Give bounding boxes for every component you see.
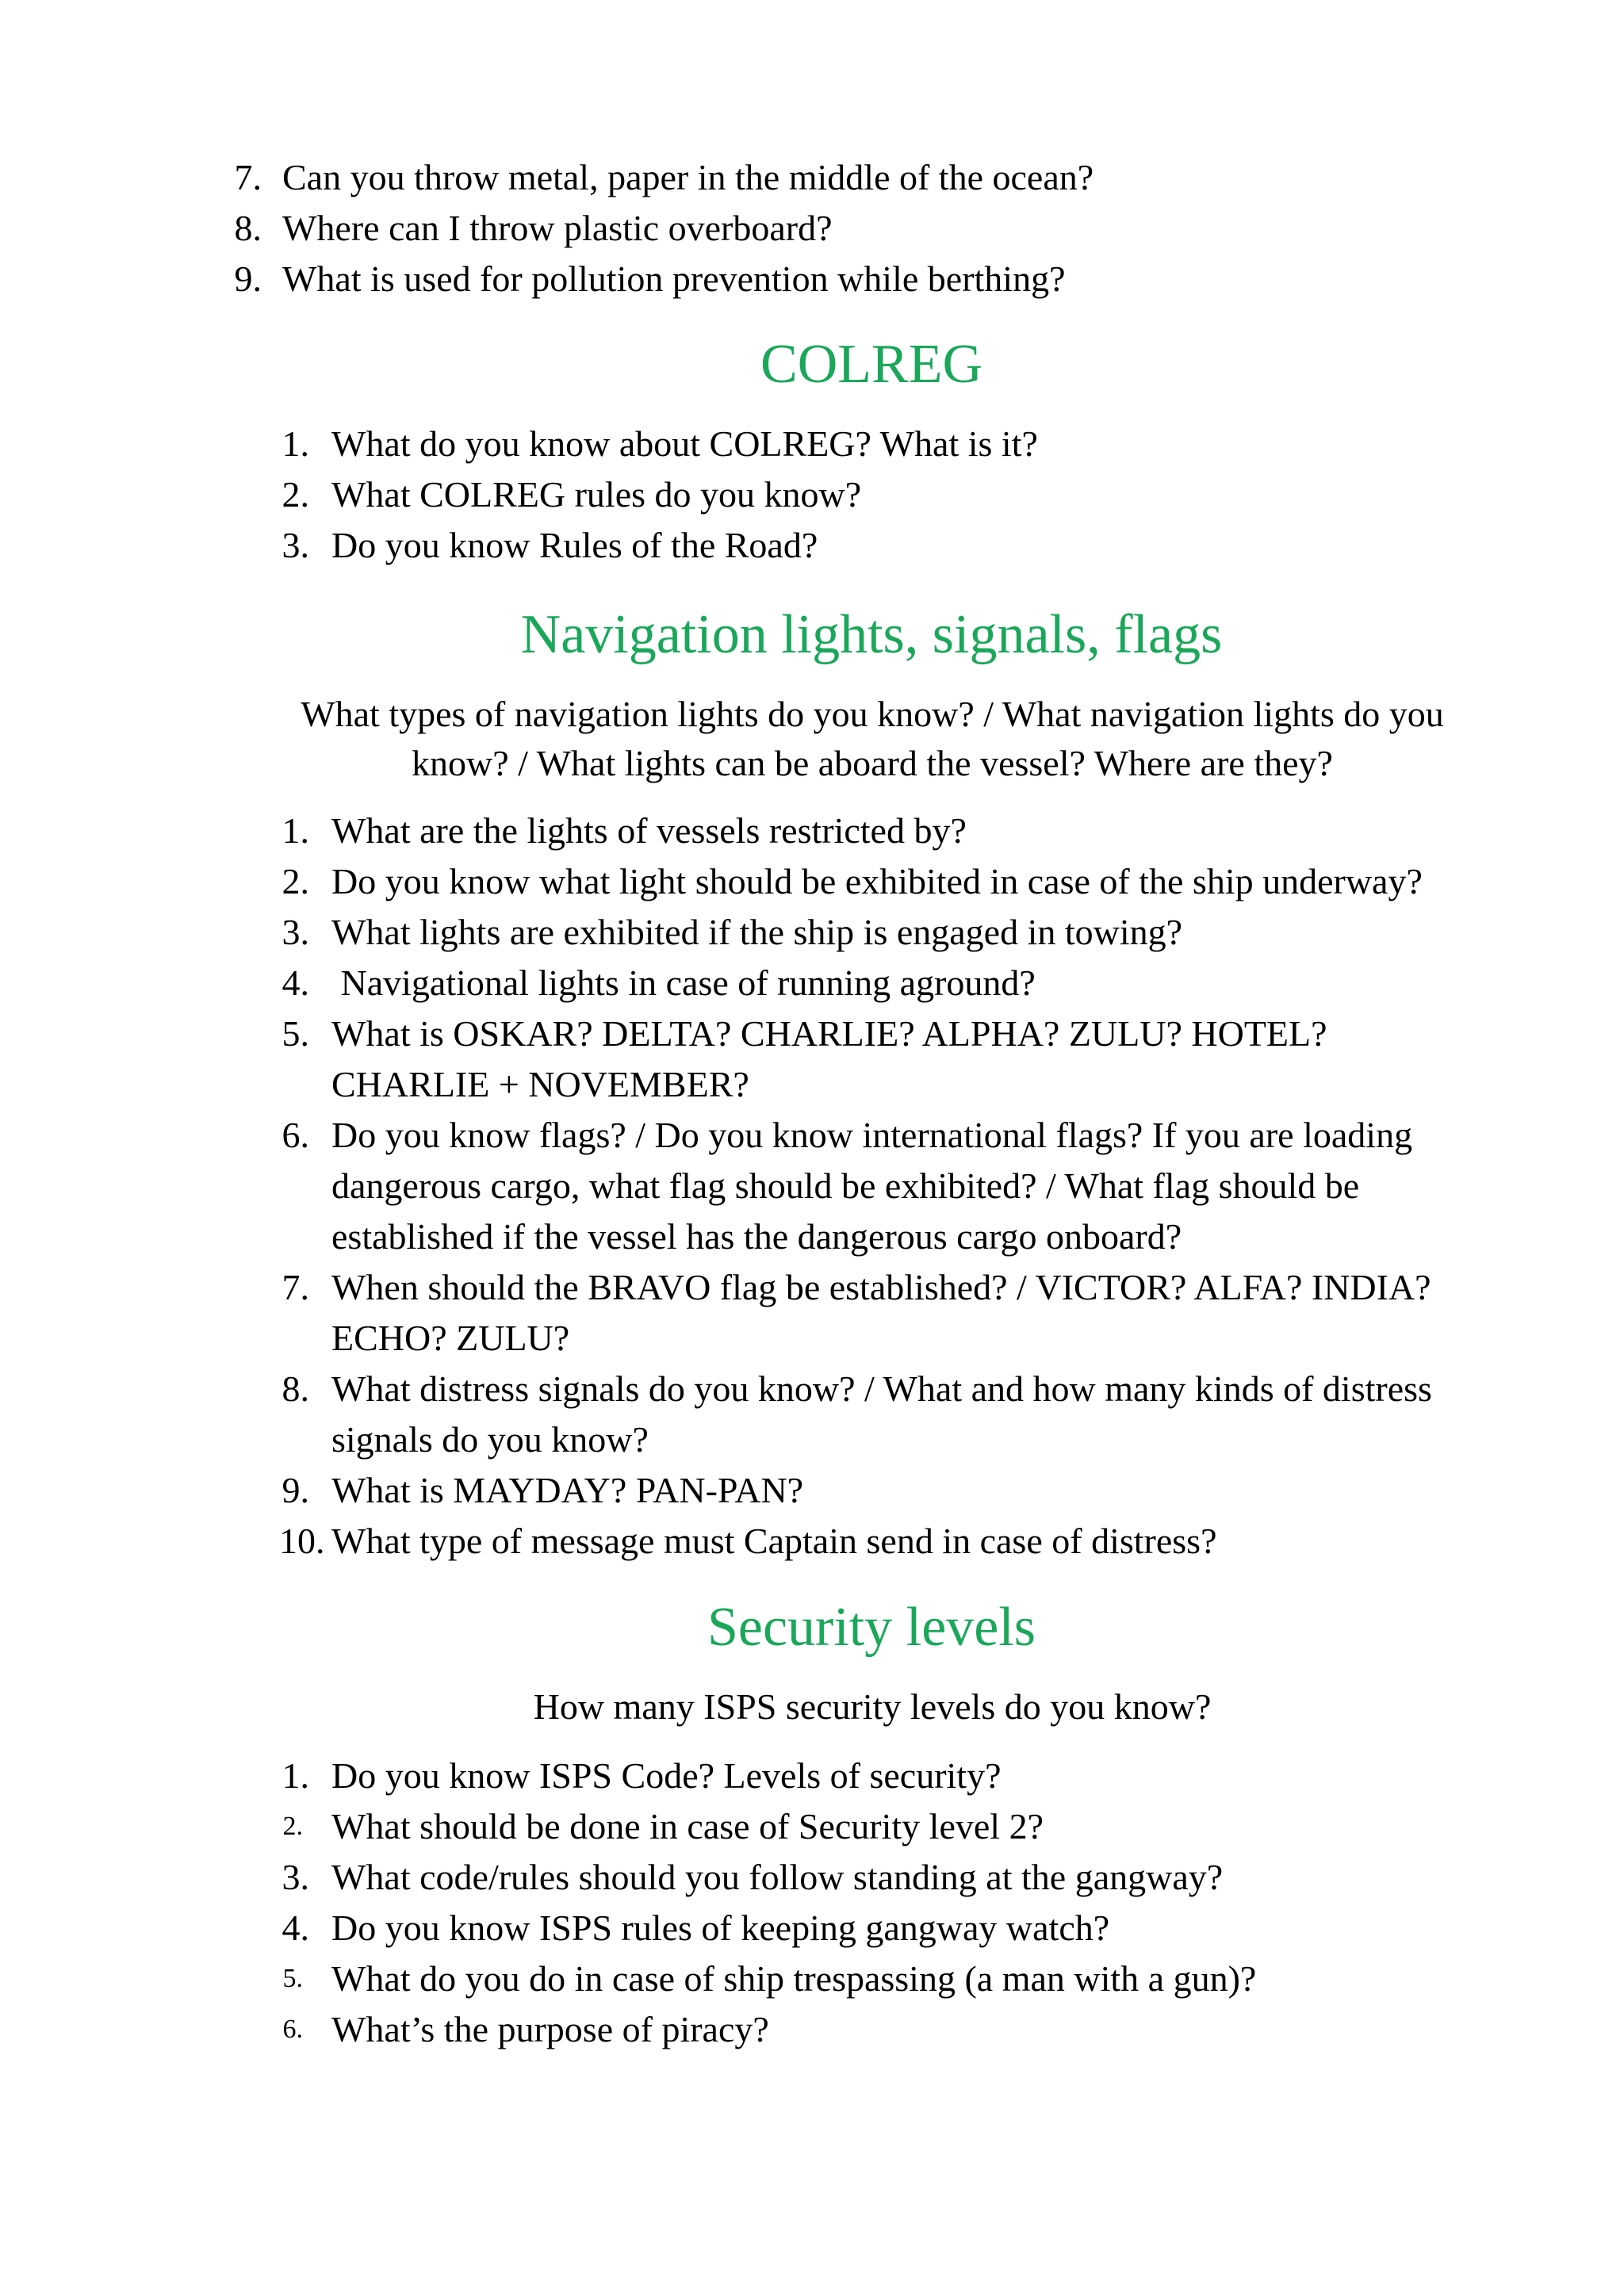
list-number: 1. <box>282 810 309 851</box>
list-number: 8. <box>234 208 262 248</box>
navigation-intro <box>238 690 1507 788</box>
list-number: 4. <box>282 962 309 1003</box>
list-number: 9. <box>282 1470 309 1510</box>
navigation-heading: Navigation lights, signals, flags <box>520 604 1223 665</box>
colreg-heading: COLREG <box>760 334 982 395</box>
list-text: What distress signals do you know? / What and how many kinds of distress <box>331 1368 1432 1409</box>
list-number: 5. <box>282 1013 309 1054</box>
list-number: 3. <box>282 525 309 565</box>
list-number: 7. <box>234 157 262 197</box>
list-text: What lights are exhibited if the ship is engaged in towing? <box>331 912 1183 952</box>
list-text: CHARLIE + NOVEMBER? <box>331 1064 749 1104</box>
navigation-intro-line: know? / What lights can be aboard the vessel? Where are they? <box>412 743 1333 783</box>
list-text: What’s the purpose of piracy? <box>331 2009 769 2049</box>
list-text: What code/rules should you follow standing at the gangway? <box>331 1857 1224 1897</box>
list-text: What are the lights of vessels restricted by? <box>331 810 967 851</box>
list-number: 9. <box>234 258 262 299</box>
list-text: Do you know what light should be exhibited in case of the ship underway? <box>331 861 1423 901</box>
list-text: Where can I throw plastic overboard? <box>282 208 833 248</box>
list-number: 4. <box>282 1908 309 1948</box>
list-number: 2. <box>282 861 309 901</box>
list-number: 3. <box>282 1857 309 1897</box>
navigation-intro-line: What types of navigation lights do you know? / What navigation lights do you <box>301 694 1444 734</box>
list-number: 6. <box>282 2015 303 2044</box>
list-text: What COLREG rules do you know? <box>331 474 862 515</box>
list-text: When should the BRAVO flag be established? / VICTOR? ALFA? INDIA? <box>331 1267 1431 1307</box>
list-text: Do you know Rules of the Road? <box>331 525 818 565</box>
list-text: Can you throw metal, paper in the middle of the ocean? <box>282 157 1094 197</box>
list-text: Do you know ISPS Code? Levels of security? <box>331 1755 1002 1796</box>
list-text: What is MAYDAY? PAN-PAN? <box>331 1470 804 1510</box>
list-text: established if the vessel has the dangerous cargo onboard? <box>331 1216 1182 1257</box>
list-text: signals do you know? <box>331 1419 649 1460</box>
list-text: ECHO? ZULU? <box>331 1318 570 1358</box>
list-number: 8. <box>282 1368 309 1409</box>
list-text: What is used for pollution prevention while berthing? <box>282 258 1066 299</box>
list-number: 2. <box>282 474 309 515</box>
list-number: 5. <box>282 1964 303 1993</box>
security-intro: How many ISPS security levels do you know? <box>533 1686 1212 1727</box>
list-number: 1. <box>282 1755 309 1796</box>
list-text: Do you know flags? / Do you know international flags? If you are loading <box>331 1115 1413 1155</box>
list-number: 10. <box>279 1521 325 1561</box>
list-text: What should be done in case of Security level 2? <box>331 1806 1044 1846</box>
list-text: Do you know ISPS rules of keeping gangway watch? <box>331 1908 1110 1948</box>
security-heading: Security levels <box>707 1597 1036 1658</box>
list-text: Navigational lights in case of running aground? <box>331 962 1036 1003</box>
list-number: 6. <box>282 1115 309 1155</box>
list-text: What is OSKAR? DELTA? CHARLIE? ALPHA? ZULU? HOTEL? <box>331 1013 1327 1054</box>
list-number: 2. <box>282 1812 303 1841</box>
list-text: What type of message must Captain send in case of distress? <box>331 1521 1217 1561</box>
list-number: 3. <box>282 912 309 952</box>
list-number: 7. <box>282 1267 309 1307</box>
list-number: 1. <box>282 423 309 464</box>
list-text: dangerous cargo, what flag should be exhibited? / What flag should be <box>331 1165 1360 1206</box>
list-text: What do you do in case of ship trespassing (a man with a gun)? <box>331 1958 1257 1999</box>
list-text: What do you know about COLREG? What is it? <box>331 423 1038 464</box>
